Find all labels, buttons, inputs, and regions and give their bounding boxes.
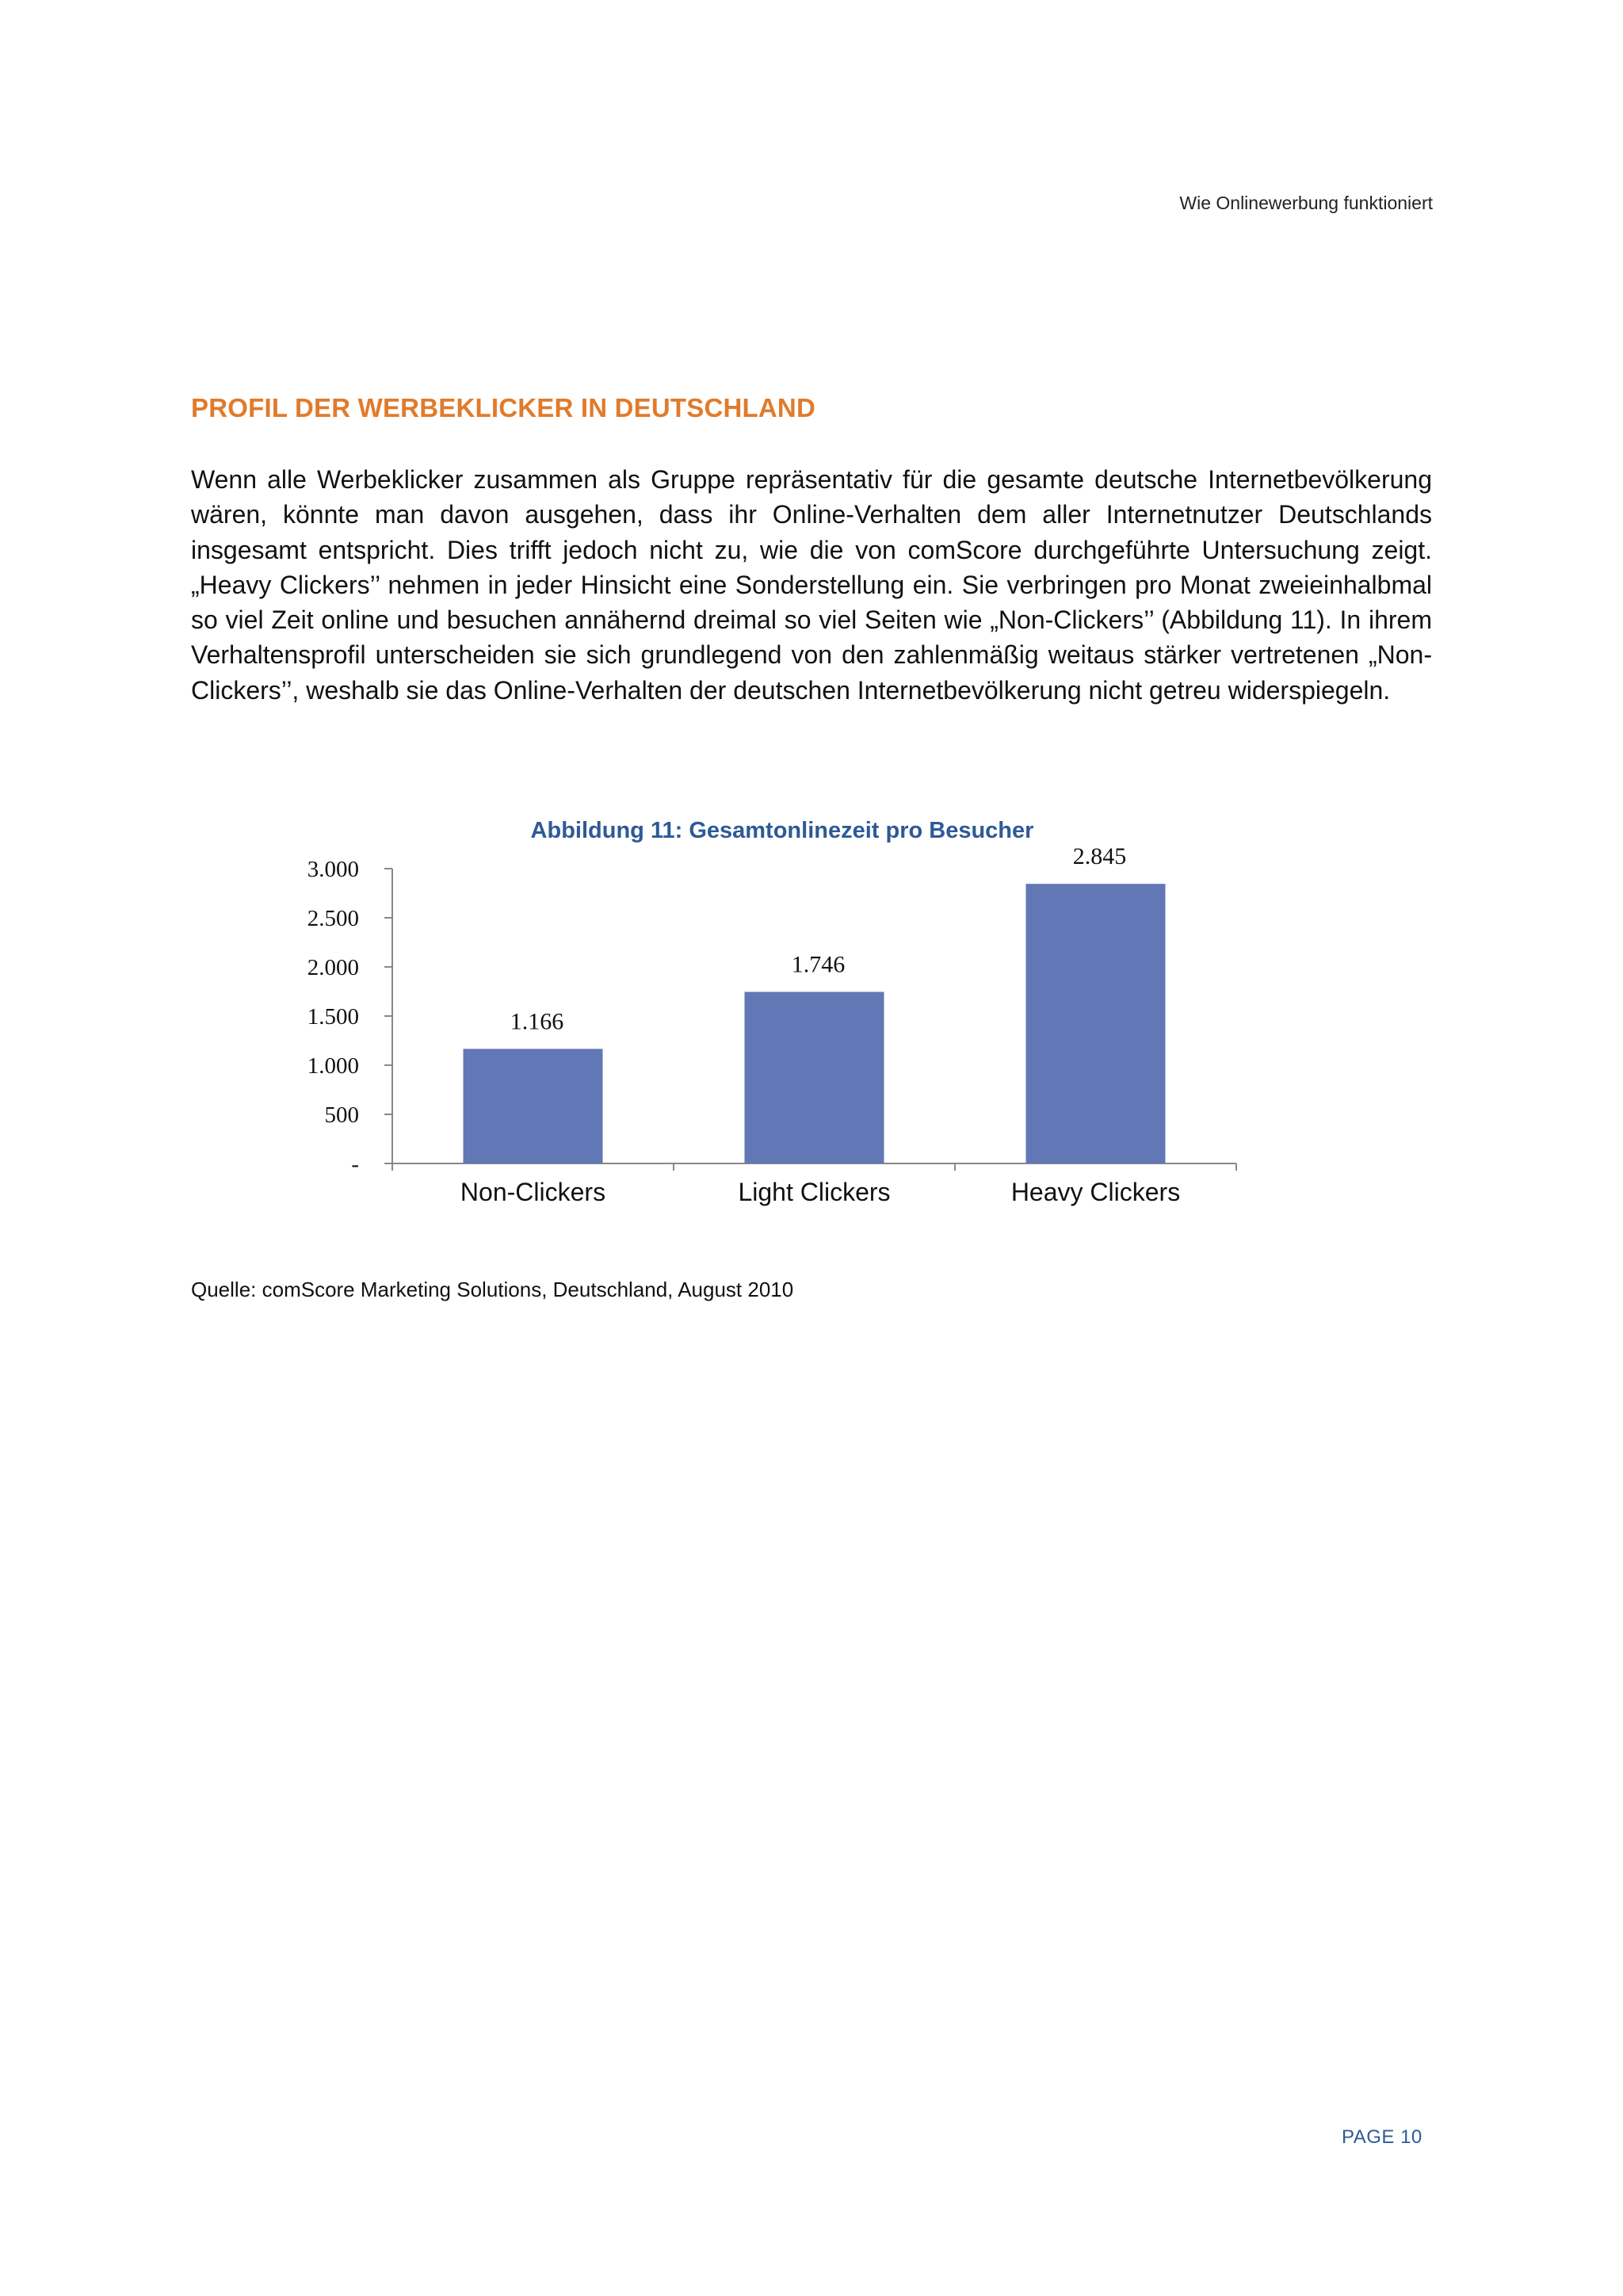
x-category-label: Non-Clickers xyxy=(460,1178,606,1206)
x-category-label: Heavy Clickers xyxy=(1010,1178,1181,1206)
bar xyxy=(464,1049,603,1163)
chart-svg xyxy=(262,808,1292,1260)
page-number: PAGE 10 xyxy=(1342,2126,1423,2148)
bar-chart xyxy=(262,808,1292,1260)
bar-value-label: 1.166 xyxy=(510,1008,564,1035)
y-tick-label: 2.000 xyxy=(307,955,359,980)
section-title: PROFIL DER WERBEKLICKER IN DEUTSCHLAND xyxy=(191,393,815,422)
bar xyxy=(1026,884,1166,1163)
y-tick-label: 3.000 xyxy=(307,857,359,882)
x-category-label: Light Clickers xyxy=(738,1178,891,1206)
bar-value-label: 2.845 xyxy=(1072,843,1127,870)
chart-title: Abbildung 11: Gesamtonlinezeit pro Besucher xyxy=(530,818,1034,843)
bar xyxy=(745,991,884,1163)
body-paragraph-1: Wenn alle Werbeklicker zusammen als Gruppe repräsentativ für die gesamte deutsche Internetbevölkerung wären, könnte man davon ausgehen, dass ihr Online-Verhalten dem aller Internetnutzer Deutschlands insgesamt entspricht. Dies trifft jedoch nicht zu, wie die von comScore durchgeführte Untersuchung zeigt. „Heavy Clickers’’ nehmen in jeder Hinsicht eine Sonderstellung ein. Sie verbringen pro Monat zweieinhalbmal so viel Zeit online und besuchen annähernd dreimal so viel Seiten wie „Non-Clickers’’ (Abbildung 11). In ihrem Verhaltensprofil unterscheiden sie sich grundlegend von den zahlenmäßig weitaus stärker vertretenen „Non-Clickers’’, weshalb sie das Online-Verhalten der deutschen Internetbevölkerung nicht getreu widerspiegeln. xyxy=(191,465,1432,705)
y-tick-label: 1.000 xyxy=(307,1053,359,1079)
bar-value-label: 1.746 xyxy=(791,951,846,978)
y-tick-label: - xyxy=(351,1152,359,1177)
y-tick-label: 1.500 xyxy=(307,1004,359,1030)
y-tick-label: 2.500 xyxy=(307,906,359,931)
running-header: Wie Onlinewerbung funktioniert xyxy=(1179,193,1433,213)
source-note: Quelle: comScore Marketing Solutions, Deutschland, August 2010 xyxy=(191,1278,794,1301)
y-tick-label: 500 xyxy=(324,1102,359,1128)
